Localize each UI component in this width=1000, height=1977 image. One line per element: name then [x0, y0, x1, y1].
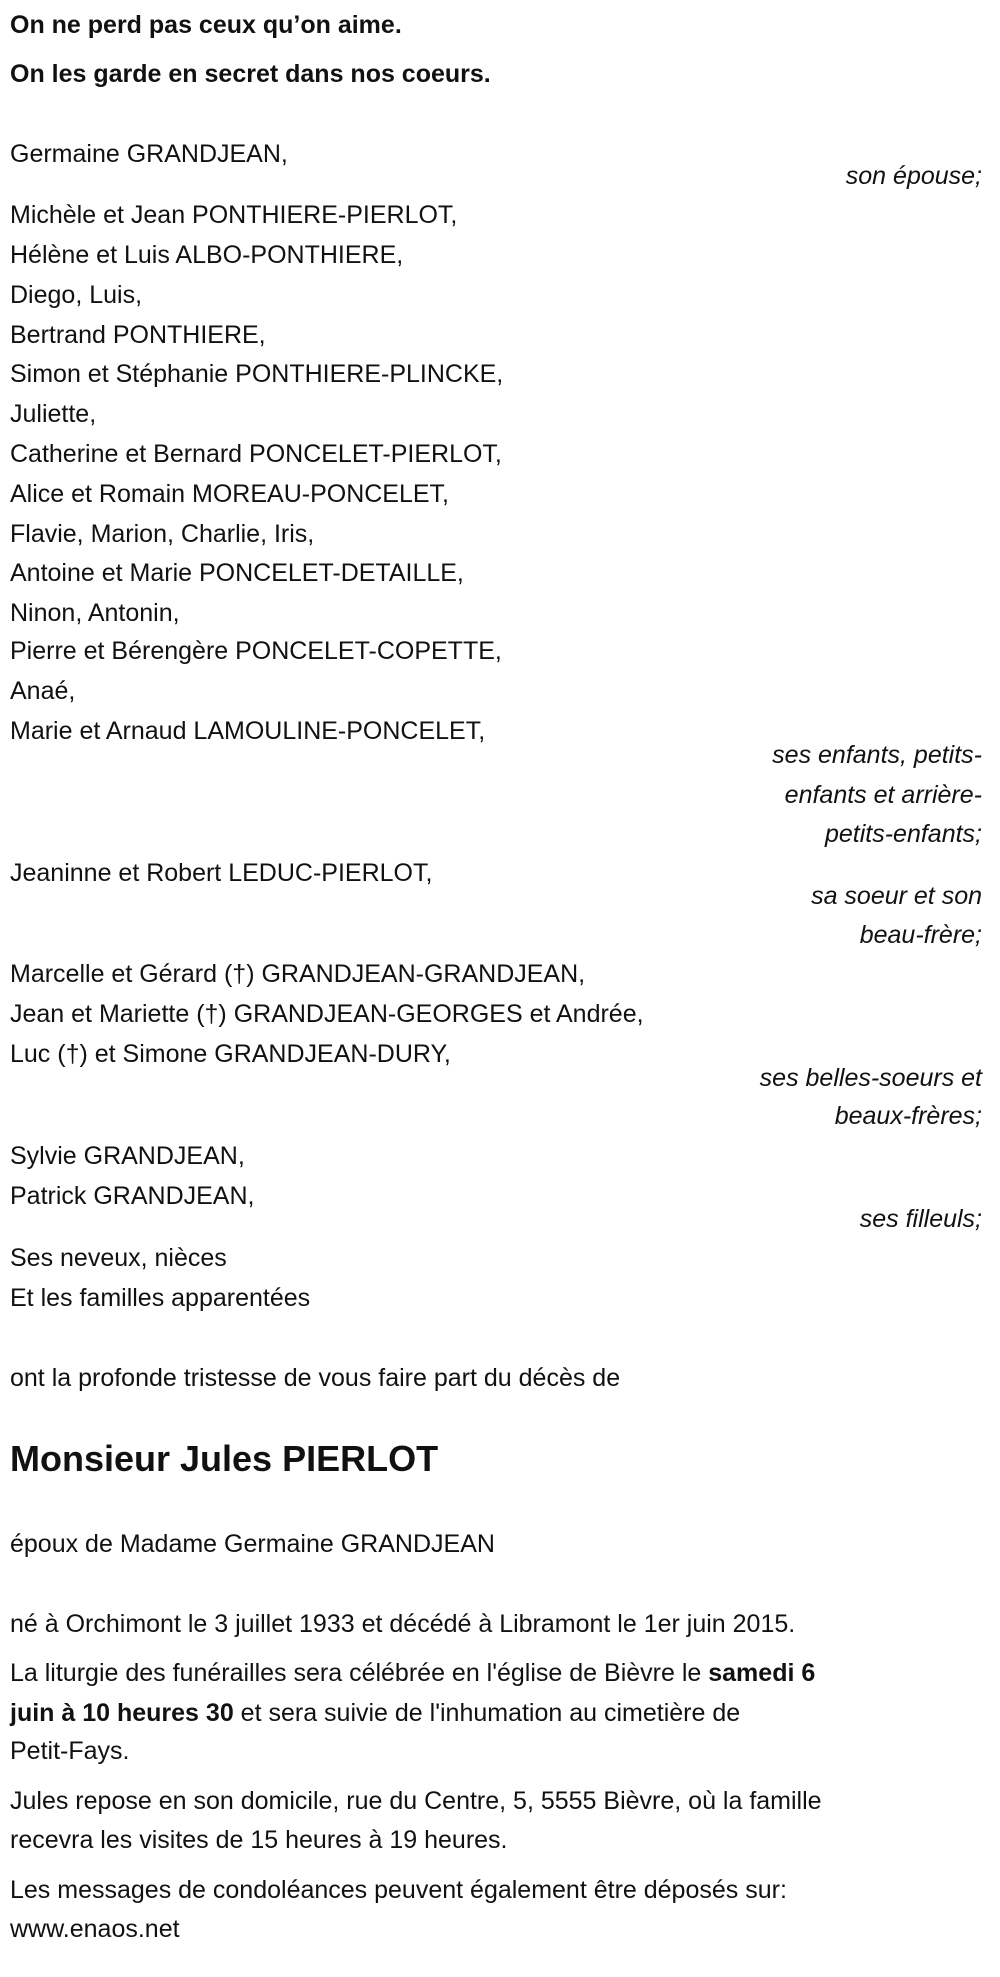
family-member-line: Michèle et Jean PONTHIERE-PIERLOT,	[10, 201, 458, 229]
relationship-label: ses belles-soeurs et	[759, 1064, 982, 1092]
visitation-line: Jules repose en son domicile, rue du Centre, 5, 5555 Bièvre, où la famille	[10, 1787, 822, 1815]
family-member-line: Jeaninne et Robert LEDUC-PIERLOT,	[10, 859, 433, 887]
funeral-text: La liturgie des funérailles sera célébrée en l'église de Bièvre le	[10, 1659, 702, 1687]
relationship-label: beau-frère;	[859, 921, 982, 949]
family-member-line: Flavie, Marion, Charlie, Iris,	[10, 520, 315, 548]
funeral-line: Petit-Fays.	[10, 1737, 130, 1765]
family-member-line: Bertrand PONTHIERE,	[10, 321, 266, 349]
family-member-line: Germaine GRANDJEAN,	[10, 140, 288, 168]
family-member-line: Ninon, Antonin,	[10, 599, 180, 627]
visitation-line: recevra les visites de 15 heures à 19 heures.	[10, 1826, 508, 1854]
announcement-text: ont la profonde tristesse de vous faire part du décès de	[10, 1364, 621, 1392]
relationship-label: ses filleuls;	[859, 1205, 982, 1233]
family-member-line: Catherine et Bernard PONCELET-PIERLOT,	[10, 440, 502, 468]
family-member-line: Juliette,	[10, 400, 97, 428]
extended-family-line: Et les familles apparentées	[10, 1284, 311, 1312]
birth-death-line: né à Orchimont le 3 juillet 1933 et décédé à Libramont le 1er juin 2015.	[10, 1610, 796, 1638]
relationship-label: beaux-frères;	[834, 1102, 982, 1130]
relationship-label: son épouse;	[845, 162, 982, 190]
spouse-line: époux de Madame Germaine GRANDJEAN	[10, 1530, 495, 1558]
relationship-label: petits-enfants;	[824, 820, 982, 848]
family-member-line: Antoine et Marie PONCELET-DETAILLE,	[10, 559, 464, 587]
relationship-label: ses enfants, petits-	[772, 741, 982, 769]
family-member-line: Sylvie GRANDJEAN,	[10, 1142, 245, 1170]
funeral-date: samedi 6	[708, 1659, 816, 1687]
family-member-line: Jean et Mariette (†) GRANDJEAN-GEORGES et Andrée,	[10, 1000, 644, 1028]
funeral-time: juin à 10 heures 30	[10, 1699, 234, 1727]
extended-family-line: Ses neveux, nièces	[10, 1244, 227, 1272]
family-member-line: Marcelle et Gérard (†) GRANDJEAN-GRANDJEAN,	[10, 960, 586, 988]
family-member-line: Simon et Stéphanie PONTHIERE-PLINCKE,	[10, 360, 504, 388]
family-member-line: Hélène et Luis ALBO-PONTHIERE,	[10, 241, 404, 269]
epigraph-line: On les garde en secret dans nos coeurs.	[10, 60, 491, 88]
family-member-line: Luc (†) et Simone GRANDJEAN-DURY,	[10, 1040, 451, 1068]
condolences-website: www.enaos.net	[10, 1915, 180, 1943]
family-member-line: Alice et Romain MOREAU-PONCELET,	[10, 480, 450, 508]
family-member-line: Anaé,	[10, 677, 76, 705]
funeral-text: et sera suivie de l'inhumation au cimetière de	[240, 1699, 741, 1727]
condolences-text: Les messages de condoléances peuvent également être déposés sur:	[10, 1876, 787, 1904]
deceased-name: Monsieur Jules PIERLOT	[10, 1438, 439, 1479]
family-member-line: Diego, Luis,	[10, 281, 143, 309]
family-member-line: Pierre et Bérengère PONCELET-COPETTE,	[10, 637, 502, 665]
epigraph-line: On ne perd pas ceux qu’on aime.	[10, 11, 402, 39]
funeral-line	[10, 1693, 740, 1733]
family-member-line: Patrick GRANDJEAN,	[10, 1182, 255, 1210]
funeral-line	[10, 1653, 815, 1693]
relationship-label: enfants et arrière-	[784, 781, 982, 809]
relationship-label: sa soeur et son	[811, 882, 982, 910]
family-member-line: Marie et Arnaud LAMOULINE-PONCELET,	[10, 717, 486, 745]
